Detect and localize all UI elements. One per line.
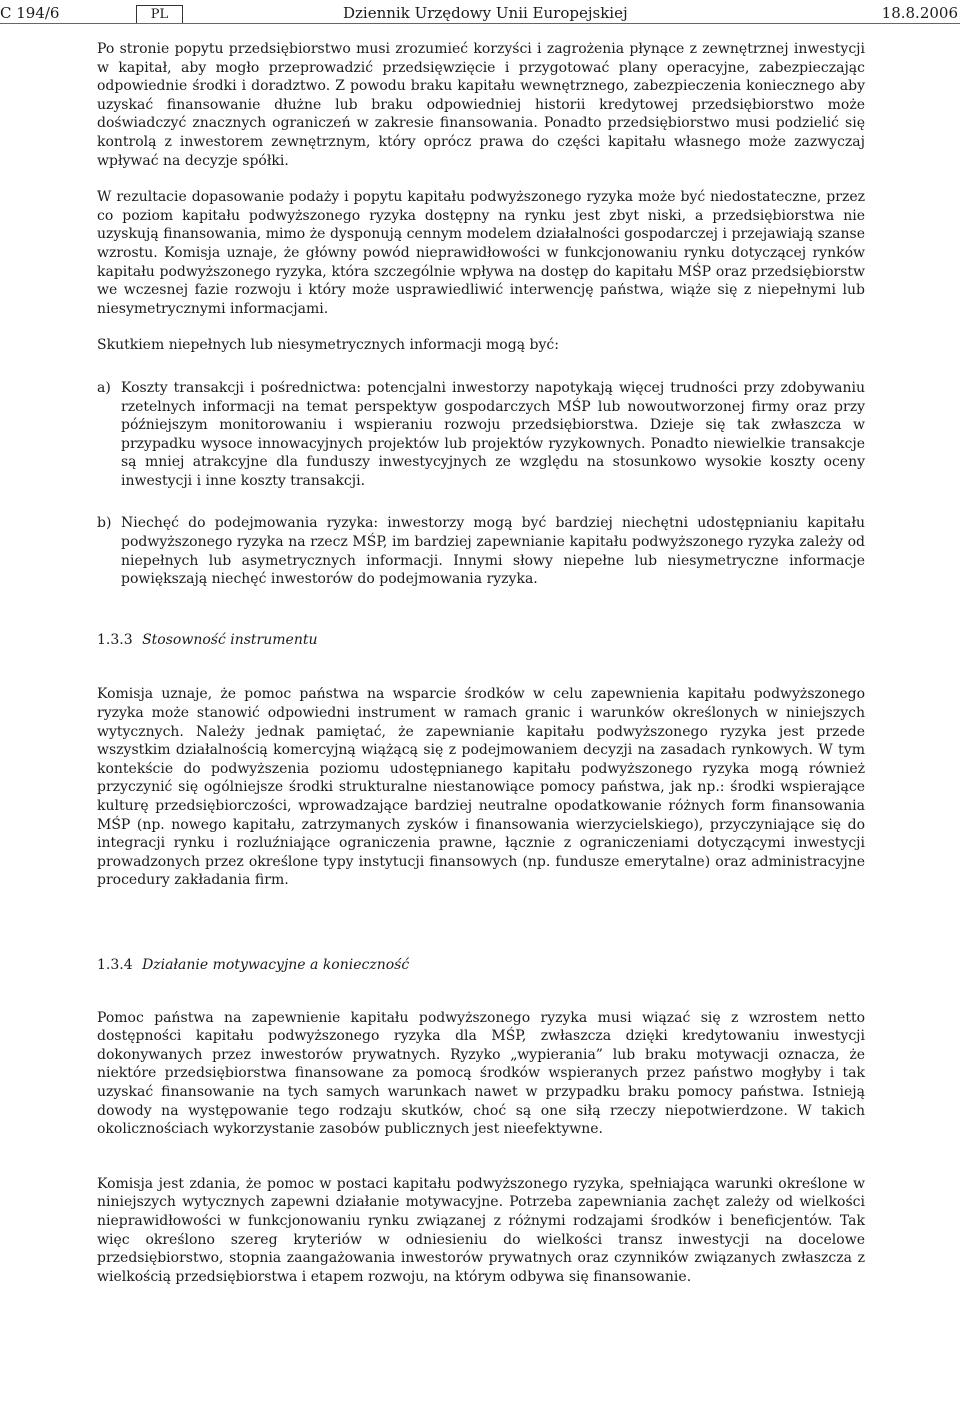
- section-heading-1-3-4: [97, 956, 865, 975]
- language-badge: PL: [136, 5, 183, 24]
- list-item-label: b): [97, 515, 112, 532]
- document-body: [97, 40, 865, 1286]
- list-item-b: [97, 514, 865, 588]
- paragraph-demand-side: Po stronie popytu przedsiębiorstwo musi zrozumieć korzyści i zagrożenia płynące z zewnętrznej inwestycji w kapitał, aby mogło przeprowadzić przedsięwzięcie i przygotować plany operacyjne, zabezpieczając odpowiednie środki i doradztwo. Z powodu braku kapitału wewnętrznego, zabezpieczenia koniecznego aby uzyskać finansowanie dłużne lub braku odpowiedniej historii kredytowej przedsiębiorstwo może doświadczyć znacznych ograniczeń w zakresie finansowania. Ponadto przedsiębiorstwo musi podzielić się kontrolą z inwestorem zewnętrznym, który oprócz prawa do części kapitału własnego może zazwyczaj wpływać na decyzje spółki.: [97, 41, 865, 169]
- list-item-text: Niechęć do podejmowania ryzyka: inwestorzy mogą być bardziej niechętni udostępnianiu kapitału podwyższonego ryzyka na rzecz MŚP, im bardziej zapewnianie kapitału podwyższonego ryzyka zależy od niepełnych lub asymetrycznych informacji. Innymi słowy niepełne lub niesymetryczne informacje powiększają niechęć inwestorów do podejmowania ryzyka.: [121, 515, 865, 588]
- section-heading-1-3-3: [97, 631, 865, 650]
- paragraph-instrument-suitability: Komisja uznaje, że pomoc państwa na wsparcie środków w celu zapewnienia kapitału podwyższonego ryzyka może stanowić odpowiedni instrument w ramach granic i warunków określonych w niniejszych wytycznych. Należy jednak pamiętać, że zapewnianie kapitału podwyższonego ryzyka jest przede wszystkim działalnością komercyjną wiążącą się z podejmowaniem decyzji na zasadach rynkowych. W tym kontekście do podwyższenia poziomu udostępnianego kapitału podwyższonego ryzyka mogą również przyczynić się ogólniejsze środki strukturalne niestanowiące pomocy państwa, jak np.: środki wspierające kulturę przedsiębiorczości, wprowadzające bardziej neutralne opodatkowanie różnych form finansowania MŚP (np. nowego kapitału, zatrzymanych zysków i finansowania wierzycielskiego), przyczyniające się do integracji rynku i rozluźniające ograniczenia prawne, łącznie z ograniczeniami dotyczącymi inwestycji prowadzonych przez określone typy instytucji finansowych (np. fundusze emerytalne) oraz administracyjne procedury zakładania firm.: [97, 686, 865, 889]
- publication-date: 18.8.2006: [881, 4, 958, 22]
- header-divider: [0, 23, 960, 24]
- section-title: Stosowność instrumentu: [142, 631, 318, 648]
- section-number: 1.3.3: [97, 631, 133, 648]
- list-item-label: a): [97, 379, 111, 396]
- section-title: Działanie motywacyjne a konieczność: [142, 956, 410, 973]
- page-reference: C 194/6: [0, 4, 60, 22]
- paragraph-commission-opinion: Komisja jest zdania, że pomoc w postaci kapitału podwyższonego ryzyka, spełniająca warunki określone w niniejszych wytycznych zapewni działanie motywacyjne. Potrzeba zapewniania zachęt zależy od wielkości nieprawidłowości w funkcjonowaniu rynku związanej z różnymi rodzajami środków i beneficjentów. Tak więc określono szereg kryteriów w odniesieniu do wielkości transz inwestycji na docelowe przedsiębiorstwo, stopnia zaangażowania inwestorów prywatnych oraz czynników związanych zwłaszcza z wielkością przedsiębiorstwa i etapem rozwoju, na którym odbywa się finansowanie.: [97, 1175, 865, 1285]
- section-number: 1.3.4: [97, 956, 133, 973]
- list-item-a: [97, 379, 865, 491]
- paragraph-effects-intro: Skutkiem niepełnych lub niesymetrycznych informacji mogą być:: [97, 337, 559, 354]
- journal-title: Dziennik Urzędowy Unii Europejskiej: [343, 4, 628, 22]
- list-item-text: Koszty transakcji i pośrednictwa: potencjalni inwestorzy napotykają więcej trudności przy zdobywaniu rzetelnych informacji na temat perspektyw gospodarczych MŚP lub nowoutworzonej firmy oraz przy późniejszym monitorowaniu i wspieraniu rozwoju przedsiębiorstwa. Dzieje się tak zwłaszcza w przypadku wysoce innowacyjnych projektów lub projektów ryzykownych. Ponadto niewielkie transakcje są mniej atrakcyjne dla funduszy inwestycyjnych ze względu na stosunkowo wysokie koszty oceny inwestycji i inne koszty transakcji.: [121, 379, 865, 489]
- paragraph-mismatch: W rezultacie dopasowanie podaży i popytu kapitału podwyższonego ryzyka może być niedostateczne, przez co poziom kapitału podwyższonego ryzyka dostępny na rynku jest zbyt niski, a przedsiębiorstwa nie uzyskują finansowania, mimo że dysponują cennym modelem działalności gospodarczej i przejawiają szanse wzrostu. Komisja uznaje, że główny powód nieprawidłowości w funkcjonowaniu rynku dotyczącej rynków kapitału podwyższonego ryzyka, która szczególnie wpływa na dostęp do kapitału MŚP oraz przedsiębiorstw we wczesnej fazie rozwoju i który może usprawiedliwić interwencję państwa, wiąże się z niepełnymi lub niesymetrycznymi informacjami.: [97, 189, 865, 317]
- paragraph-incentive-effect: Pomoc państwa na zapewnienie kapitału podwyższonego ryzyka musi wiązać się z wzrostem netto dostępności kapitału podwyższonego ryzyka dla MŚP, zwłaszcza dzięki kredytowaniu inwestycji dokonywanych przez inwestorów prywatnych. Ryzyko „wypierania” lub braku motywacji oznacza, że niektóre przedsiębiorstwa finansowane za pomocą środków wspieranych przez państwo mogłyby i tak uzyskać finansowanie na tych samych warunkach nawet w przypadku braku pomocy państwa. Istnieją dowody na występowanie tego rodzaju skutków, choć są one siłą rzeczy niepotwierdzone. W takich okolicznościach wykorzystanie zasobów publicznych jest nieefektywne.: [97, 1009, 865, 1138]
